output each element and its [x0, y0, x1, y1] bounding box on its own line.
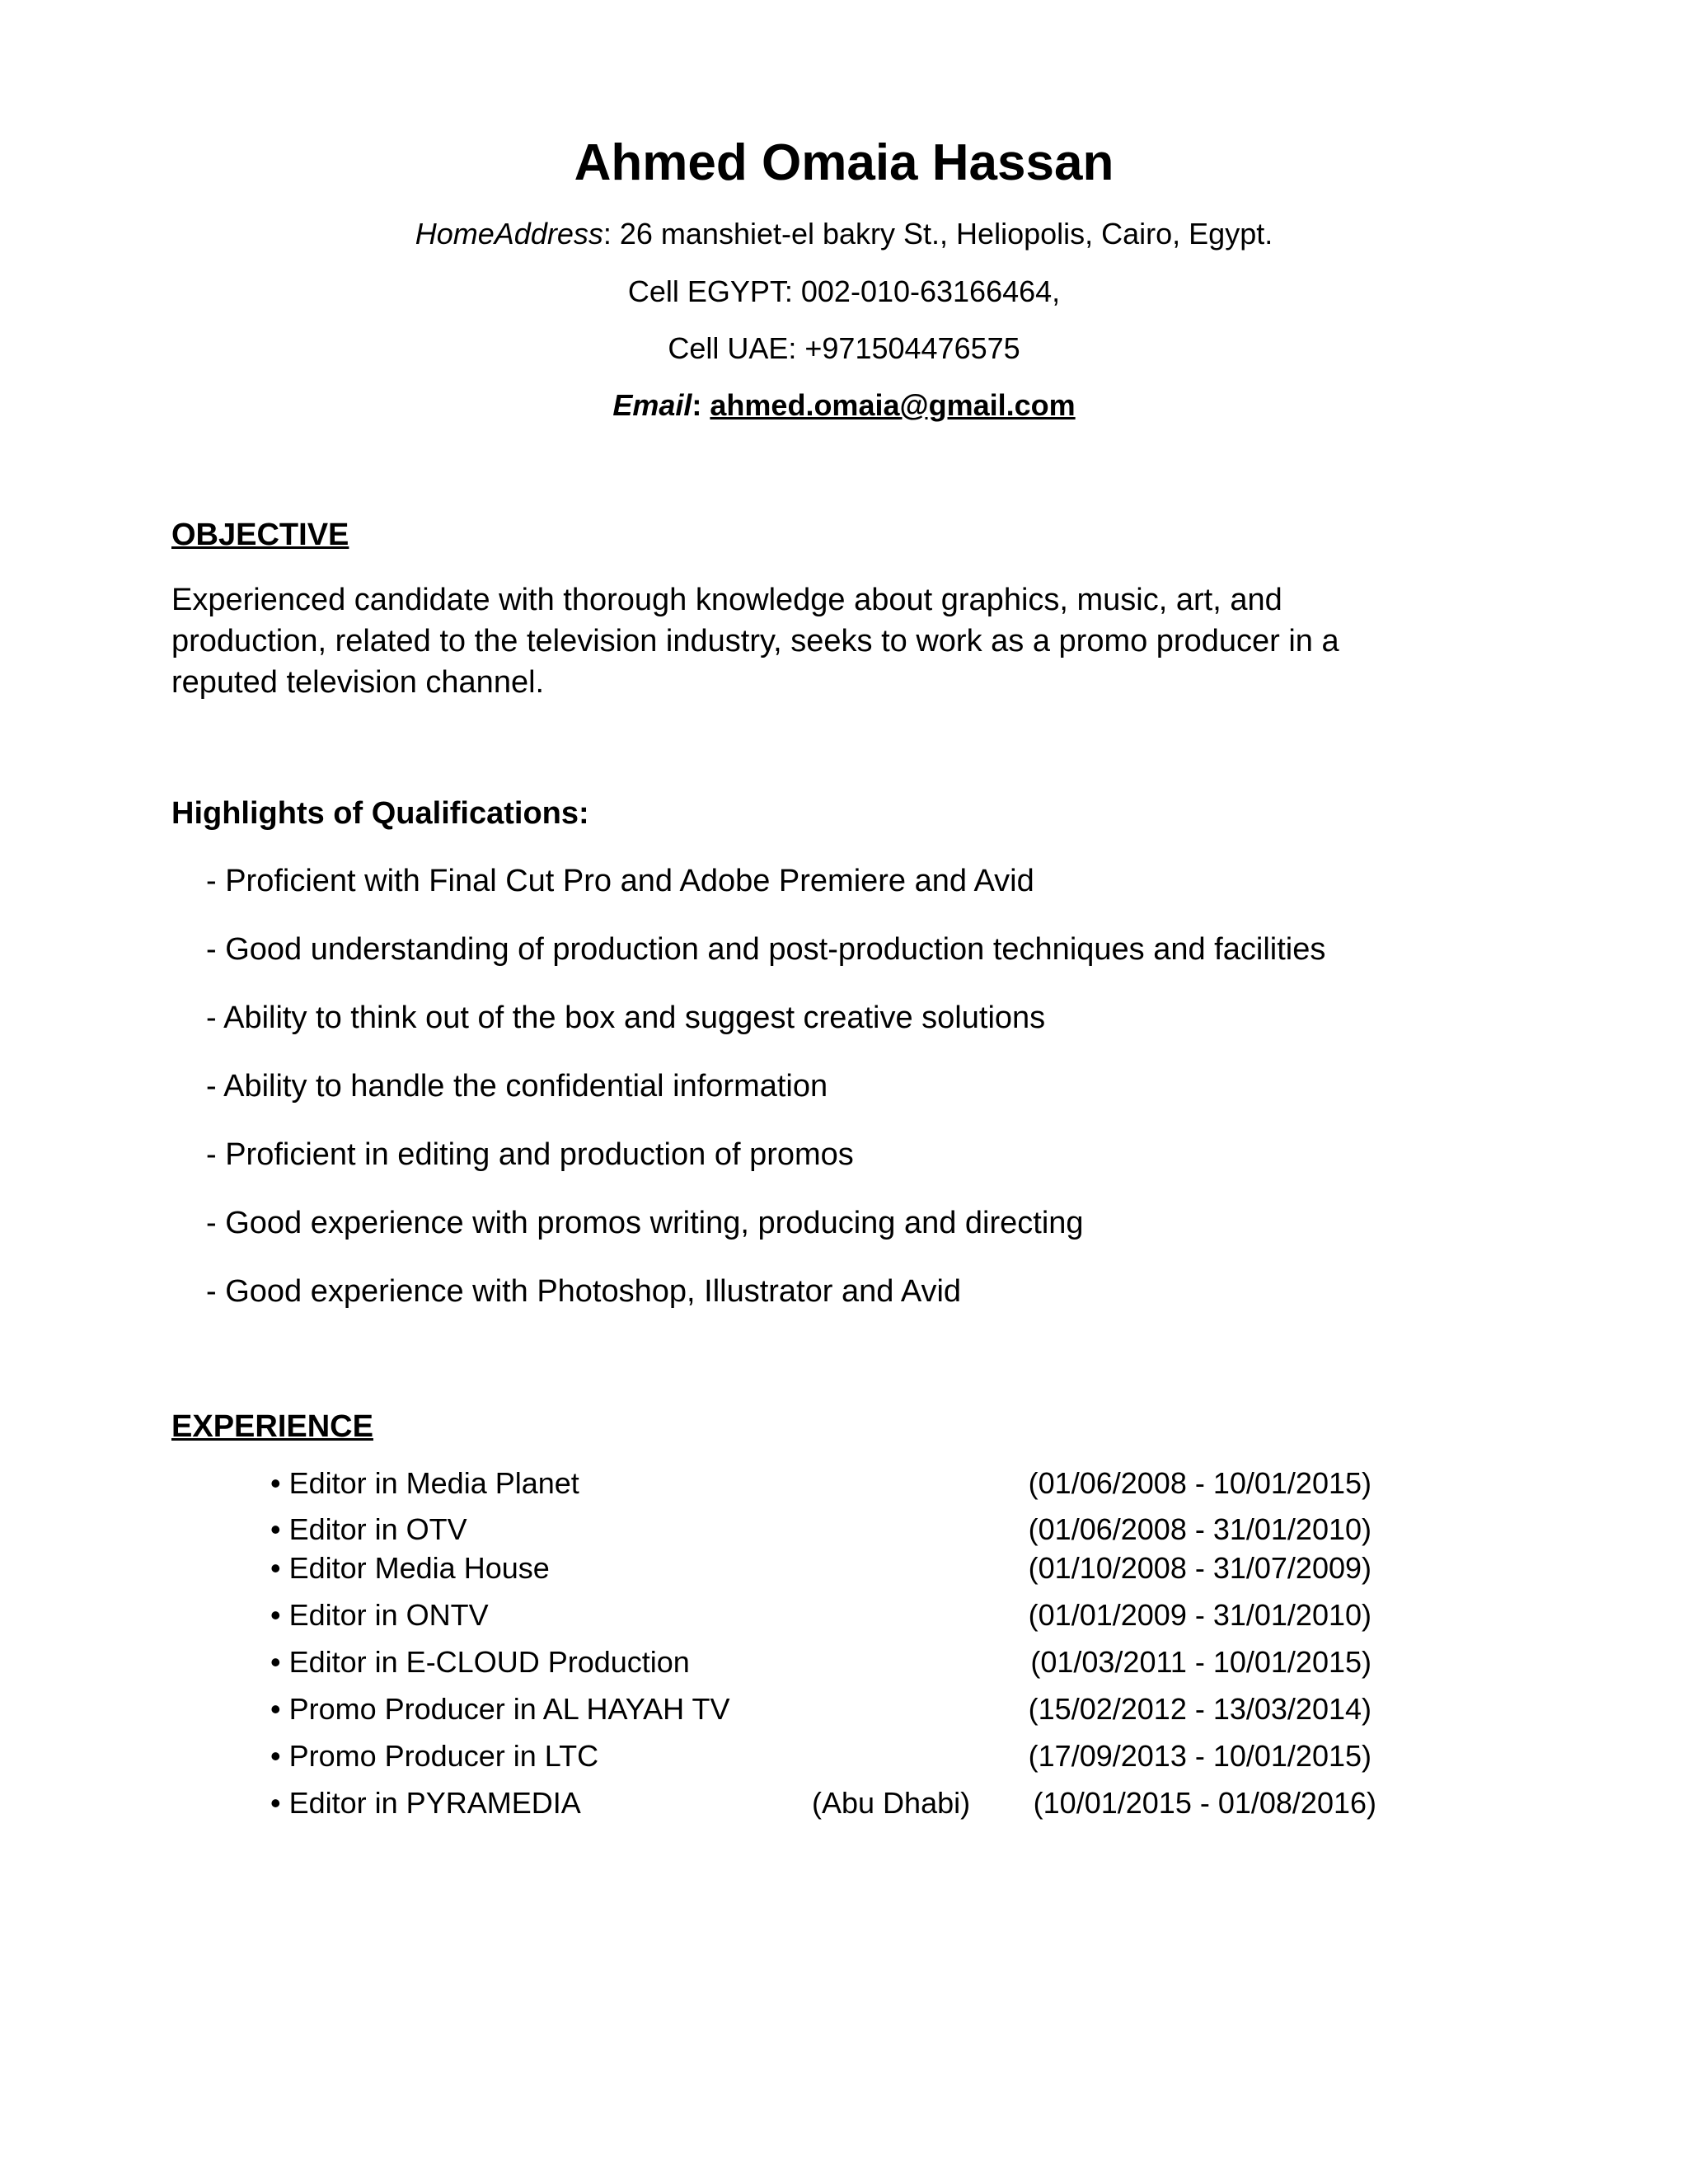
qualification-item: - Good experience with promos writing, producing and directing: [206, 1206, 1084, 1240]
experience-dates: (01/01/2009 - 31/01/2010): [1028, 1598, 1372, 1632]
experience-role: [270, 1597, 489, 1633]
experience-row: [0, 1691, 1688, 1727]
qualification-item: - Ability to think out of the box and suggest creative solutions: [206, 1001, 1046, 1035]
cell-uae: Cell UAE: +971504476575: [668, 331, 1020, 365]
objective-line: production, related to the television industry, seeks to work as a promo producer in a: [171, 624, 1339, 658]
home-address-label: HomeAddress: [415, 217, 603, 251]
qualifications-heading: Highlights of Qualifications:: [171, 796, 589, 831]
bullet-icon: •: [270, 1739, 281, 1773]
objective-heading: OBJECTIVE: [171, 518, 349, 552]
bullet-icon: •: [270, 1551, 281, 1585]
bullet-icon: •: [270, 1512, 281, 1546]
experience-dates: (01/10/2008 - 31/07/2009): [1028, 1551, 1372, 1585]
experience-dates: (01/06/2008 - 10/01/2015): [1028, 1466, 1372, 1500]
home-address-line: [0, 216, 1688, 252]
experience-row: [0, 1465, 1688, 1502]
cell-egypt: Cell EGYPT: 002-010-63166464,: [627, 274, 1061, 308]
email-label: Email: [612, 388, 692, 422]
experience-role: [270, 1738, 598, 1774]
experience-row: [0, 1511, 1688, 1548]
experience-dates: (10/01/2015 - 01/08/2016): [1033, 1786, 1376, 1820]
experience-role-text: Promo Producer in LTC: [288, 1739, 599, 1773]
bullet-icon: •: [270, 1692, 281, 1726]
experience-heading: EXPERIENCE: [171, 1409, 373, 1444]
qualification-item: - Good understanding of production and post-production techniques and facilities: [206, 932, 1326, 967]
experience-location: (Abu Dhabi): [812, 1786, 971, 1820]
objective-paragraph: [171, 579, 1457, 703]
bullet-icon: •: [270, 1598, 281, 1632]
qualification-item: - Ability to handle the confidential information: [206, 1069, 828, 1104]
experience-row: [0, 1597, 1688, 1633]
experience-row: [0, 1738, 1688, 1774]
qualification-item: - Good experience with Photoshop, Illustrator and Avid: [206, 1274, 962, 1309]
bullet-icon: •: [270, 1786, 281, 1820]
experience-role: [270, 1550, 550, 1586]
experience-role-text: Promo Producer in AL HAYAH TV: [288, 1692, 730, 1726]
bullet-icon: •: [270, 1645, 281, 1679]
experience-row: [0, 1644, 1688, 1680]
qualification-item: - Proficient with Final Cut Pro and Adobe Premiere and Avid: [206, 864, 1034, 898]
experience-role-text: Editor in PYRAMEDIA: [288, 1786, 581, 1820]
email-line: [0, 387, 1688, 424]
home-address-value: 26 manshiet-el bakry St., Heliopolis, Cairo, Egypt.: [619, 217, 1273, 251]
experience-dates: (15/02/2012 - 13/03/2014): [1028, 1692, 1372, 1726]
experience-role-text: Editor in ONTV: [288, 1598, 489, 1632]
experience-role: [270, 1691, 730, 1727]
experience-dates: (01/03/2011 - 10/01/2015): [1030, 1645, 1372, 1679]
home-address-separator: :: [603, 217, 620, 251]
email-link[interactable]: ahmed.omaia@gmail.com: [710, 388, 1076, 422]
experience-role-text: Editor in E-CLOUD Production: [288, 1645, 690, 1679]
experience-dates: (01/06/2008 - 31/01/2010): [1028, 1512, 1372, 1546]
objective-line: Experienced candidate with thorough knowledge about graphics, music, art, and: [171, 583, 1282, 617]
qualification-item: - Proficient in editing and production of promos: [206, 1137, 854, 1172]
experience-role: [270, 1644, 690, 1680]
experience-dates: (17/09/2013 - 10/01/2015): [1028, 1739, 1372, 1773]
experience-role: [270, 1511, 467, 1548]
experience-role-text: Editor Media House: [288, 1551, 550, 1585]
candidate-name: Ahmed Omaia Hassan: [574, 134, 1114, 191]
experience-role-text: Editor in Media Planet: [288, 1466, 579, 1500]
email-separator: :: [692, 388, 710, 422]
experience-row: [0, 1550, 1688, 1586]
experience-role: [270, 1785, 581, 1821]
experience-role-text: Editor in OTV: [288, 1512, 467, 1546]
experience-role: [270, 1465, 579, 1502]
experience-row: [0, 1785, 1688, 1821]
bullet-icon: •: [270, 1466, 281, 1500]
objective-line: reputed television channel.: [171, 665, 545, 700]
